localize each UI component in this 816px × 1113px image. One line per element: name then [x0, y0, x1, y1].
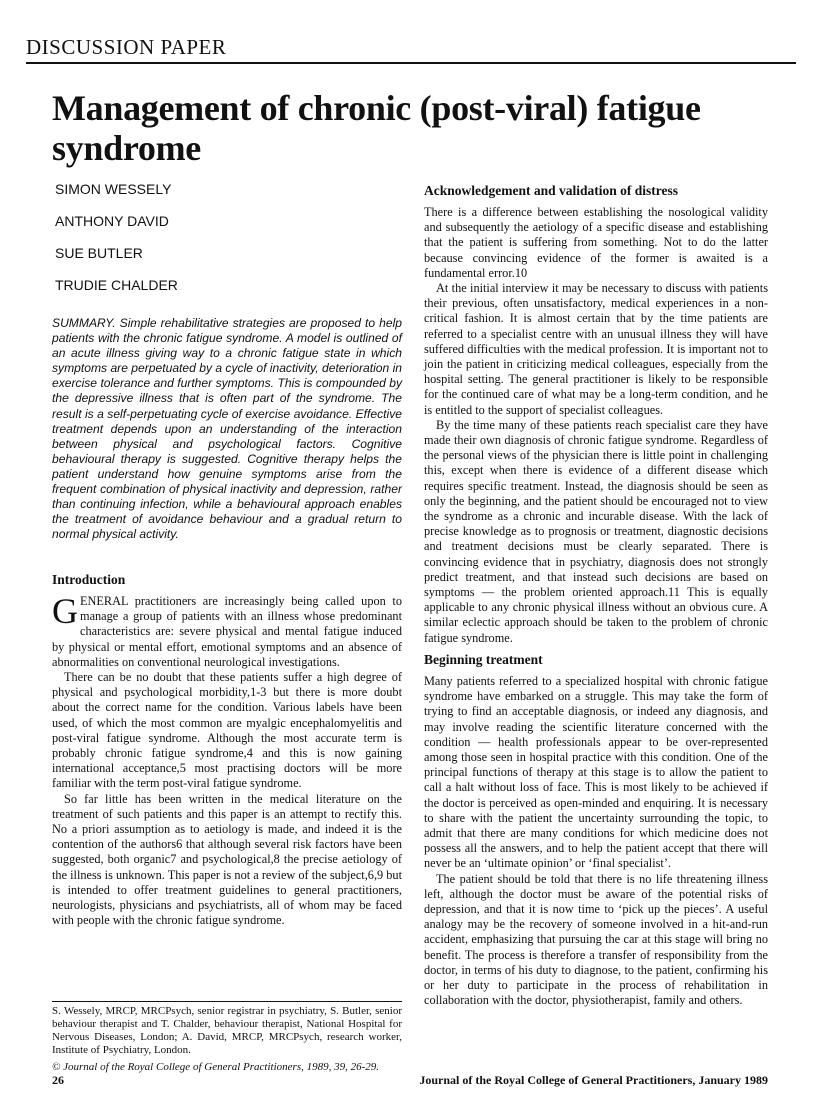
author-affiliations — [52, 1001, 402, 1074]
paragraph: By the time many of these patients reach specialist care they have made their own diagnosis of chronic fatigue syndrome. Regardless of the personal views of the physician there is little point in challenging this, except when there is evidence of a different disease which requires specific treatment. Instead, the diagnosis should be seen as only the beginning, and the patient should be encouraged not to view the syndrome as a chronic and incurable disease. With the lack of precise knowledge as to prognosis or treatment, diagnostic decisions and treatment decisions must be clearly separated. There is convincing evidence that in psychiatry, diagnosis does not strongly predict treatment, and that instead such decisions are based on symptoms — the problem oriented approach.11 This is equally applicable to any chronic physical illness without an obvious cure. A similar eclectic approach should be taken to the problem of chronic fatigue syndrome. — [424, 417, 768, 645]
section-heading: Introduction — [52, 572, 126, 587]
summary-abstract: SUMMARY. Simple rehabilitative strategies are proposed to help patients with the chronic fatigue syndrome. A model is outlined of an acute illness giving way to a chronic fatigue state in which symptoms are perpetuated by a cycle of inactivity, deterioration in exercise tolerance and further symptoms. This is compounded by the depressive illness that is often part of the syndrome. The result is a self-perpetuating cycle of exercise avoidance. Effective treatment depends upon an understanding of the interaction between physical and psychological factors. Cognitive behavioural therapy is suggested. Cognitive therapy helps the patient understand how genuine symptoms arise from the frequent combination of physical inactivity and depression, rather than continuing infection, while a behavioural approach enables the treatment of avoidance behaviour and a gradual return to normal physical activity. — [52, 316, 402, 542]
page-number: 26 — [52, 1073, 64, 1087]
article-title: Management of chronic (post-viral) fatigue syndrome — [52, 88, 701, 168]
paragraph: There can be no doubt that these patients suffer a high degree of physical and psychological morbidity,1-3 but there is more doubt about the correct name for the condition. Various labels have been used, of which the most common are myalgic encephalomyelitis and post-viral fatigue syndrome. Although the most accurate term is probably chronic fatigue syndrome,4 and this is now gaining international acceptance,5 most practising doctors will be more familiar with the term post-viral fatigue syndrome. — [52, 670, 402, 791]
paragraph: So far little has been written in the medical literature on the treatment of such patients and this paper is an attempt to rectify this. No a priori assumption as to aetiology is made, and indeed it is the contention of the authors6 that although several risk factors have been suggested, both organic7 and psychological,8 the precise aetiology of the illness is unknown. This paper is not a review of the subject,6,9 but is intended to offer treatment guidelines to general practitioners, neurologists, physicians and psychiatrists, all of whom may be faced with people with the chronic fatigue syndrome. — [52, 791, 402, 928]
journal-footer: Journal of the Royal College of General Practitioners, January 1989 — [419, 1073, 768, 1087]
author-name: SIMON WESSELY — [55, 181, 172, 197]
paragraph: GENERAL practitioners are increasingly being called upon to manage a group of patients with an illness whose predominant characteristics are: severe physical and mental fatigue induced by physical or mental effort, emotional symptoms and an absence of abnormalities on conventional neurological investigations. — [52, 591, 402, 669]
author-list — [55, 181, 355, 309]
paragraph: The patient should be told that there is no life threatening illness left, although the doctor must be aware of the potential risks of depression, and that it is now time to ‘pick up the pieces’. A useful analogy may be the recovery of someone involved in a hit-and-run accident, emphasizing that pursuing the car at this stage will bring no benefit. The process is therefore a transfer of responsibility from the doctor, in terms of his duty to diagnose, to the patient, confirming his or her duty to participate in the process of rehabilitation in collaboration with the doctor, physiotherapist, family and others. — [424, 871, 768, 1008]
journal-citation: © Journal of the Royal College of General Practitioners, 1989, 39, 26-29. — [52, 1061, 380, 1073]
author-name: SUE BUTLER — [55, 245, 143, 261]
section-heading: Acknowledgement and validation of distress — [424, 183, 679, 198]
section-label: DISCUSSION PAPER — [26, 34, 796, 64]
paragraph: Many patients referred to a specialized hospital with chronic fatigue syndrome have embarked on a struggle. This may take the form of trying to find an acceptable diagnosis, or indeed any diagnosis, and may involve reading the scientific literature concerned with the condition — health professionals appear to be over-represented among those seen in hospital practice with this condition. One of the principal functions of therapy at this stage is to allow the patient to call a halt without loss of face. This is most likely to be achieved if the doctor is perceived as open-minded and enquiring. It is necessary to share with the patient the uncertainty surrounding the topic, to admit that there are many conditions for which medicine does not possess all the answers, and to help the patient accept that there will never be an ‘ultimate opinion’ or ‘final specialist’. — [424, 674, 768, 871]
section-heading: Beginning treatment — [424, 652, 543, 667]
acknowledgement-section — [424, 183, 768, 646]
drop-cap: G — [52, 591, 78, 631]
beginning-treatment-section — [424, 652, 768, 1008]
paragraph: There is a difference between establishing the nosological validity and subsequently the aetiology of a specific disease and establishing that the patient is suffering from something. Not to do the latter because convincing evidence of the former is awaited is a fundamental error.10 — [424, 205, 768, 280]
author-name: TRUDIE CHALDER — [55, 277, 178, 293]
introduction-section — [52, 572, 402, 928]
paragraph: At the initial interview it may be necessary to discuss with patients their previous, often unsatisfactory, medical experiences in a non-critical fashion. It is almost certain that by the time patients are referred to a specialist centre with an unusual illness they will have suffered difficulties with the medical profession. It is important not to join the patient in criticizing medical colleagues, especially from the hospital setting. The general practitioner is likely to be responsible for the continued care of what may be a long-term condition, and he is entitled to the support of specialist colleagues. — [424, 281, 768, 417]
author-name: ANTHONY DAVID — [55, 213, 169, 229]
affiliation-text: S. Wessely, MRCP, MRCPsych, senior registrar in psychiatry, S. Butler, senior behaviour therapist and T. Chalder, behaviour therapist, National Hospital for Nervous Diseases, London; A. David, MRCP, MRCPsych, research worker, Institute of Psychiatry, London. — [52, 1005, 402, 1056]
